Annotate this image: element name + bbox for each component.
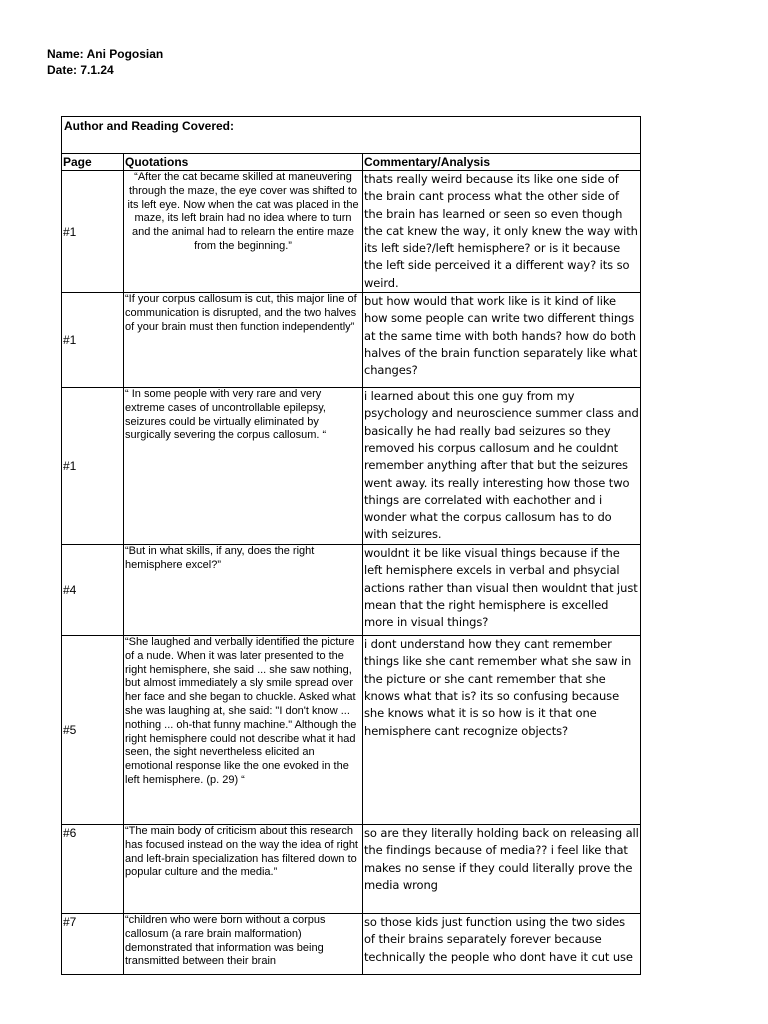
row-page: #6 (62, 825, 124, 914)
document-header (47, 46, 163, 78)
table-row (62, 293, 641, 388)
row-commentary: so those kids just function using the two sides of their brains separately forever because technically the people who dont have it cut use (363, 914, 641, 975)
row-page: #7 (62, 914, 124, 975)
row-commentary: wouldnt it be like visual things because if the left hemisphere excels in verbal and phsycial actions rather than visual then wouldnt that just mean that the right hemisphere is excelled more in visual things? (363, 545, 641, 636)
row-quote: “If your corpus callosum is cut, this major line of communication is disrupted, and the two halves of your brain must then function independently” (124, 293, 363, 388)
row-page: #1 (62, 388, 124, 545)
row-quote: “The main body of criticism about this research has focused instead on the way the idea of right and left-brain specialization has filtered down to popular culture and the media.” (124, 825, 363, 914)
table-row (62, 636, 641, 825)
row-quote: “ In some people with very rare and very extreme cases of uncontrollable epilepsy, seizures could be virtually eliminated by surgically severing the corpus callosum. “ (124, 388, 363, 545)
document-date: Date: 7.1.24 (47, 63, 114, 77)
row-commentary: i learned about this one guy from my psychology and neuroscience summer class and basically he had really bad seizures so they removed his corpus callosum and he couldnt remember anything after that but the seizures went away. its really interesting how those two things are correlated with eachother and i wonder what the corpus callosum has to do with seizures. (363, 388, 641, 545)
row-commentary: but how would that work like is it kind of like how some people can write two different things at the same time with both hands? how do both halves of the brain function separately like what changes? (363, 293, 641, 388)
row-quote: “She laughed and verbally identified the picture of a nude. When it was later presented to the right hemisphere, she said ... she saw nothing, but almost immediately a sly smile spread over her face and she began to chuckle. Asked what she was laughing at, she said: "I don't know ... nothing ... oh-that funny machine." Although the right hemisphere could not describe what it had seen, the sight nevertheless elicited an emotional response like the one evoked in the left hemisphere. (p. 29) “ (124, 636, 363, 825)
table-row (62, 914, 641, 975)
row-page: #1 (62, 171, 124, 293)
row-quote: “But in what skills, if any, does the right hemisphere excel?” (124, 545, 363, 636)
row-commentary: so are they literally holding back on releasing all the findings because of media?? i feel like that makes no sense if they could literally prove the media wrong (363, 825, 641, 914)
author-reading-title: Author and Reading Covered: (62, 117, 641, 154)
row-page: #5 (62, 636, 124, 825)
row-quote: “After the cat became skilled at maneuvering through the maze, the eye cover was shifted to its left eye. Now when the cat was placed in the maze, its left brain had no idea where to turn and the animal had to relearn the entire maze from the beginning.” (124, 171, 363, 293)
table-header-row (62, 154, 641, 171)
row-commentary: thats really weird because its like one side of the brain cant process what the other side of the brain has learned or seen so even though the cat knew the way, it only knew the way with its left side?/left hemisphere? or is it because the left side perceived it a different way? its so weird. (363, 171, 641, 293)
table-row (62, 825, 641, 914)
table-title-row (62, 117, 641, 154)
row-page: #1 (62, 293, 124, 388)
column-header-page: Page (62, 154, 124, 171)
student-name: Name: Ani Pogosian (47, 47, 164, 61)
reading-notes-table (61, 116, 641, 975)
table-row (62, 388, 641, 545)
row-commentary: i dont understand how they cant remember things like she cant remember what she saw in the picture or she cant remember that she knows what that is? its so confusing because she knows what it is so how is it that one hemisphere cant recognize objects? (363, 636, 641, 825)
row-quote: “children who were born without a corpus callosum (a rare brain malformation) demonstrated that information was being transmitted between their brain (124, 914, 363, 975)
column-header-quotations: Quotations (124, 154, 363, 171)
table-row (62, 171, 641, 293)
row-page: #4 (62, 545, 124, 636)
column-header-commentary: Commentary/Analysis (363, 154, 641, 171)
table-row (62, 545, 641, 636)
